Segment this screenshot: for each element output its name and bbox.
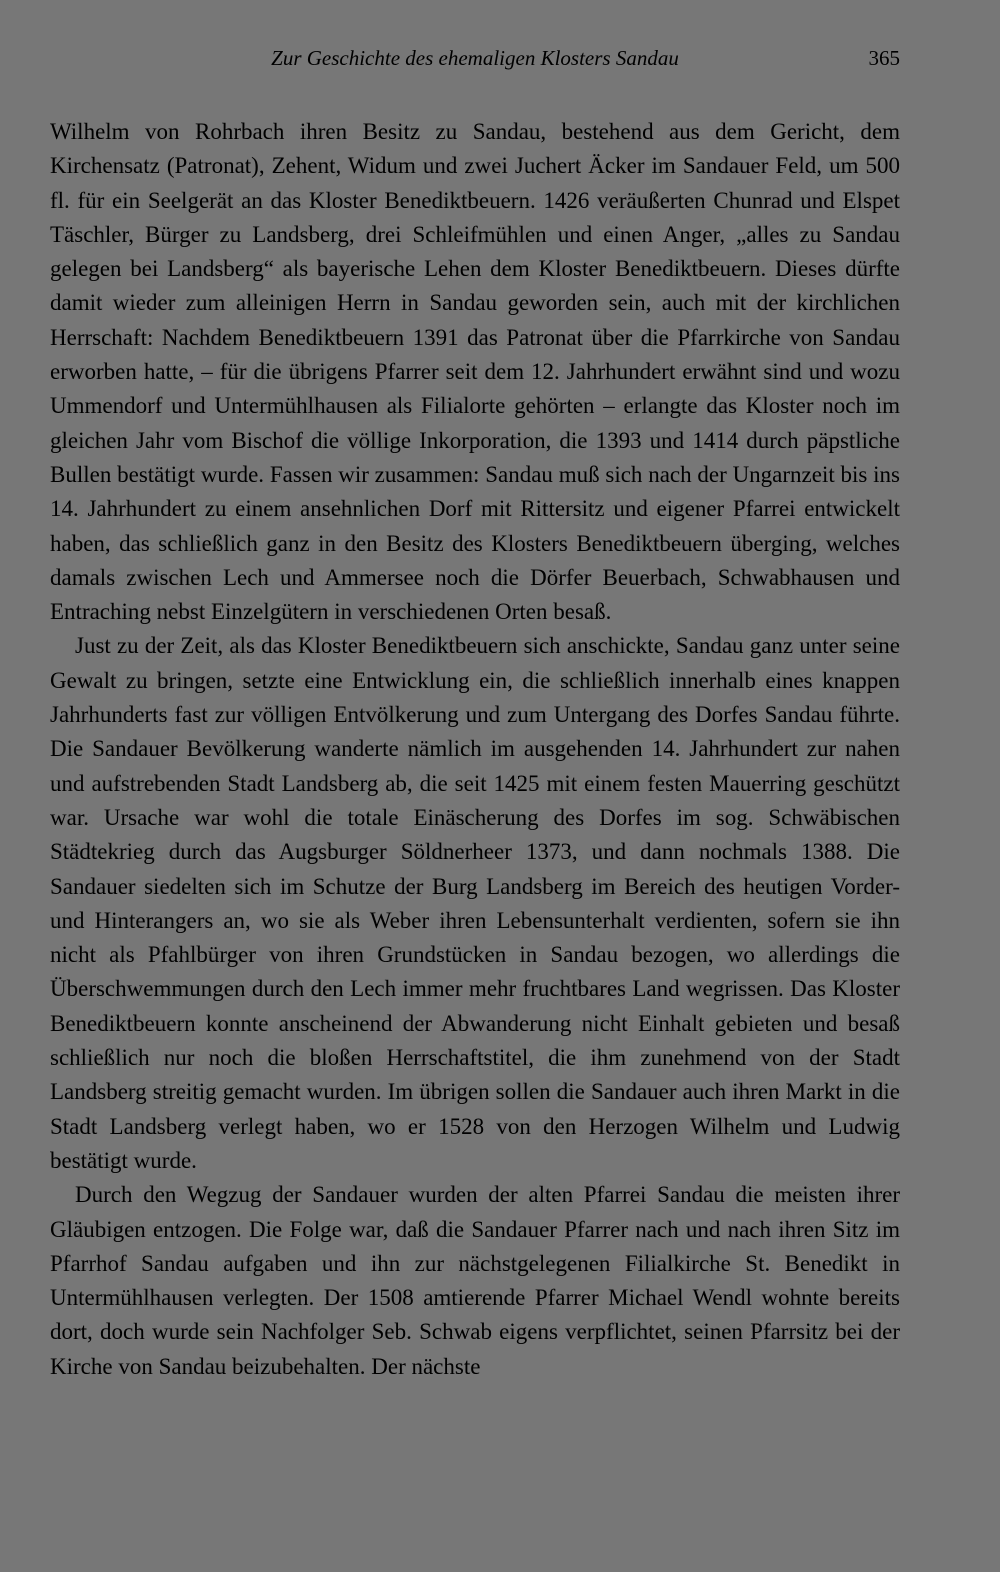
paragraph-1: Wilhelm von Rohrbach ihren Besitz zu Sandau, bestehend aus dem Gericht, dem Kirchensatz (Patronat), Zehent, Widum und zwei Juchert Äcker im Sandauer Feld, um 500 fl. für ein Seelgerät an das Kloster Benediktbeuern. 1426 veräußerten Chunrad und Elspet Täschler, Bürger zu Landsberg, drei Schleifmühlen und einen Anger, „alles zu Sandau gelegen bei Landsberg“ als bayerische Lehen dem Kloster Benediktbeuern. Dieses dürfte damit wieder zum alleinigen Herrn in Sandau geworden sein, auch mit der kirchlichen Herrschaft: Nachdem Benediktbeuern 1391 das Patronat über die Pfarrkirche von Sandau erworben hatte, – für die übrigens Pfarrer seit dem 12. Jahrhundert erwähnt sind und wozu Ummendorf und Untermühlhausen als Filialorte gehörten – erlangte das Kloster noch im gleichen Jahr vom Bischof die völlige Inkorporation, die 1393 und 1414 durch päpstliche Bullen bestätigt wurde. Fassen wir zusammen: Sandau muß sich nach der Ungarnzeit bis ins 14. Jahrhundert zu einem ansehnlichen Dorf mit Rittersitz und eigener Pfarrei entwickelt haben, das schließlich ganz in den Besitz des Klosters Benediktbeuern überging, welches damals zwischen Lech und Ammersee noch die Dörfer Beuerbach, Schwabhausen und Entraching nebst Einzelgütern in verschiedenen Orten besaß. [50,119,900,625]
body-text [50,115,900,1384]
page-number: 365 [868,46,900,70]
paragraph-2: Just zu der Zeit, als das Kloster Benediktbeuern sich anschickte, Sandau ganz unter seine Gewalt zu bringen, setzte eine Entwicklung ein, die schließlich innerhalb eines knappen Jahrhunderts fast zur völligen Entvölkerung und zum Untergang des Dorfes Sandau führte. Die Sandauer Bevölkerung wanderte nämlich im ausgehenden 14. Jahrhundert zur nahen und aufstrebenden Stadt Landsberg ab, die seit 1425 mit einem festen Mauerring geschützt war. Ursache war wohl die totale Einäscherung des Dorfes im sog. Schwäbischen Städtekrieg durch das Augsburger Söldnerheer 1373, und dann nochmals 1388. Die Sandauer siedelten sich im Schutze der Burg Landsberg im Bereich des heutigen Vorder- und Hinterangers an, wo sie als Weber ihren Lebensunterhalt verdienten, sofern sie ihn nicht als Pfahlbürger von ihren Grundstücken in Sandau bezogen, wo allerdings die Überschwemmungen durch den Lech immer mehr fruchtbares Land wegrissen. Das Kloster Benediktbeuern konnte anscheinend der Abwanderung nicht Einhalt gebieten und besaß schließlich nur noch die bloßen Herrschaftstitel, die ihm zunehmend von der Stadt Landsberg streitig gemacht wurden. Im übrigen sollen die Sandauer auch ihren Markt in die Stadt Landsberg verlegt haben, wo er 1528 von den Herzogen Wilhelm und Ludwig bestätigt wurde. [50,633,900,1173]
paragraph-3: Durch den Wegzug der Sandauer wurden der alten Pfarrei Sandau die meisten ihrer Gläubigen entzogen. Die Folge war, daß die Sandauer Pfarrer nach und nach ihren Sitz im Pfarrhof Sandau aufgaben und ihn zur nächstgelegenen Filialkirche St. Benedikt in Untermühlhausen verlegten. Der 1508 amtierende Pfarrer Michael Wendl wohnte bereits dort, doch wurde sein Nachfolger Seb. Schwab eigens verpflichtet, seinen Pfarrsitz bei der Kirche von Sandau beizubehalten. Der nächste [50,1182,900,1379]
running-head [50,46,900,76]
running-title: Zur Geschichte des ehemaligen Klosters Sandau [271,46,679,70]
